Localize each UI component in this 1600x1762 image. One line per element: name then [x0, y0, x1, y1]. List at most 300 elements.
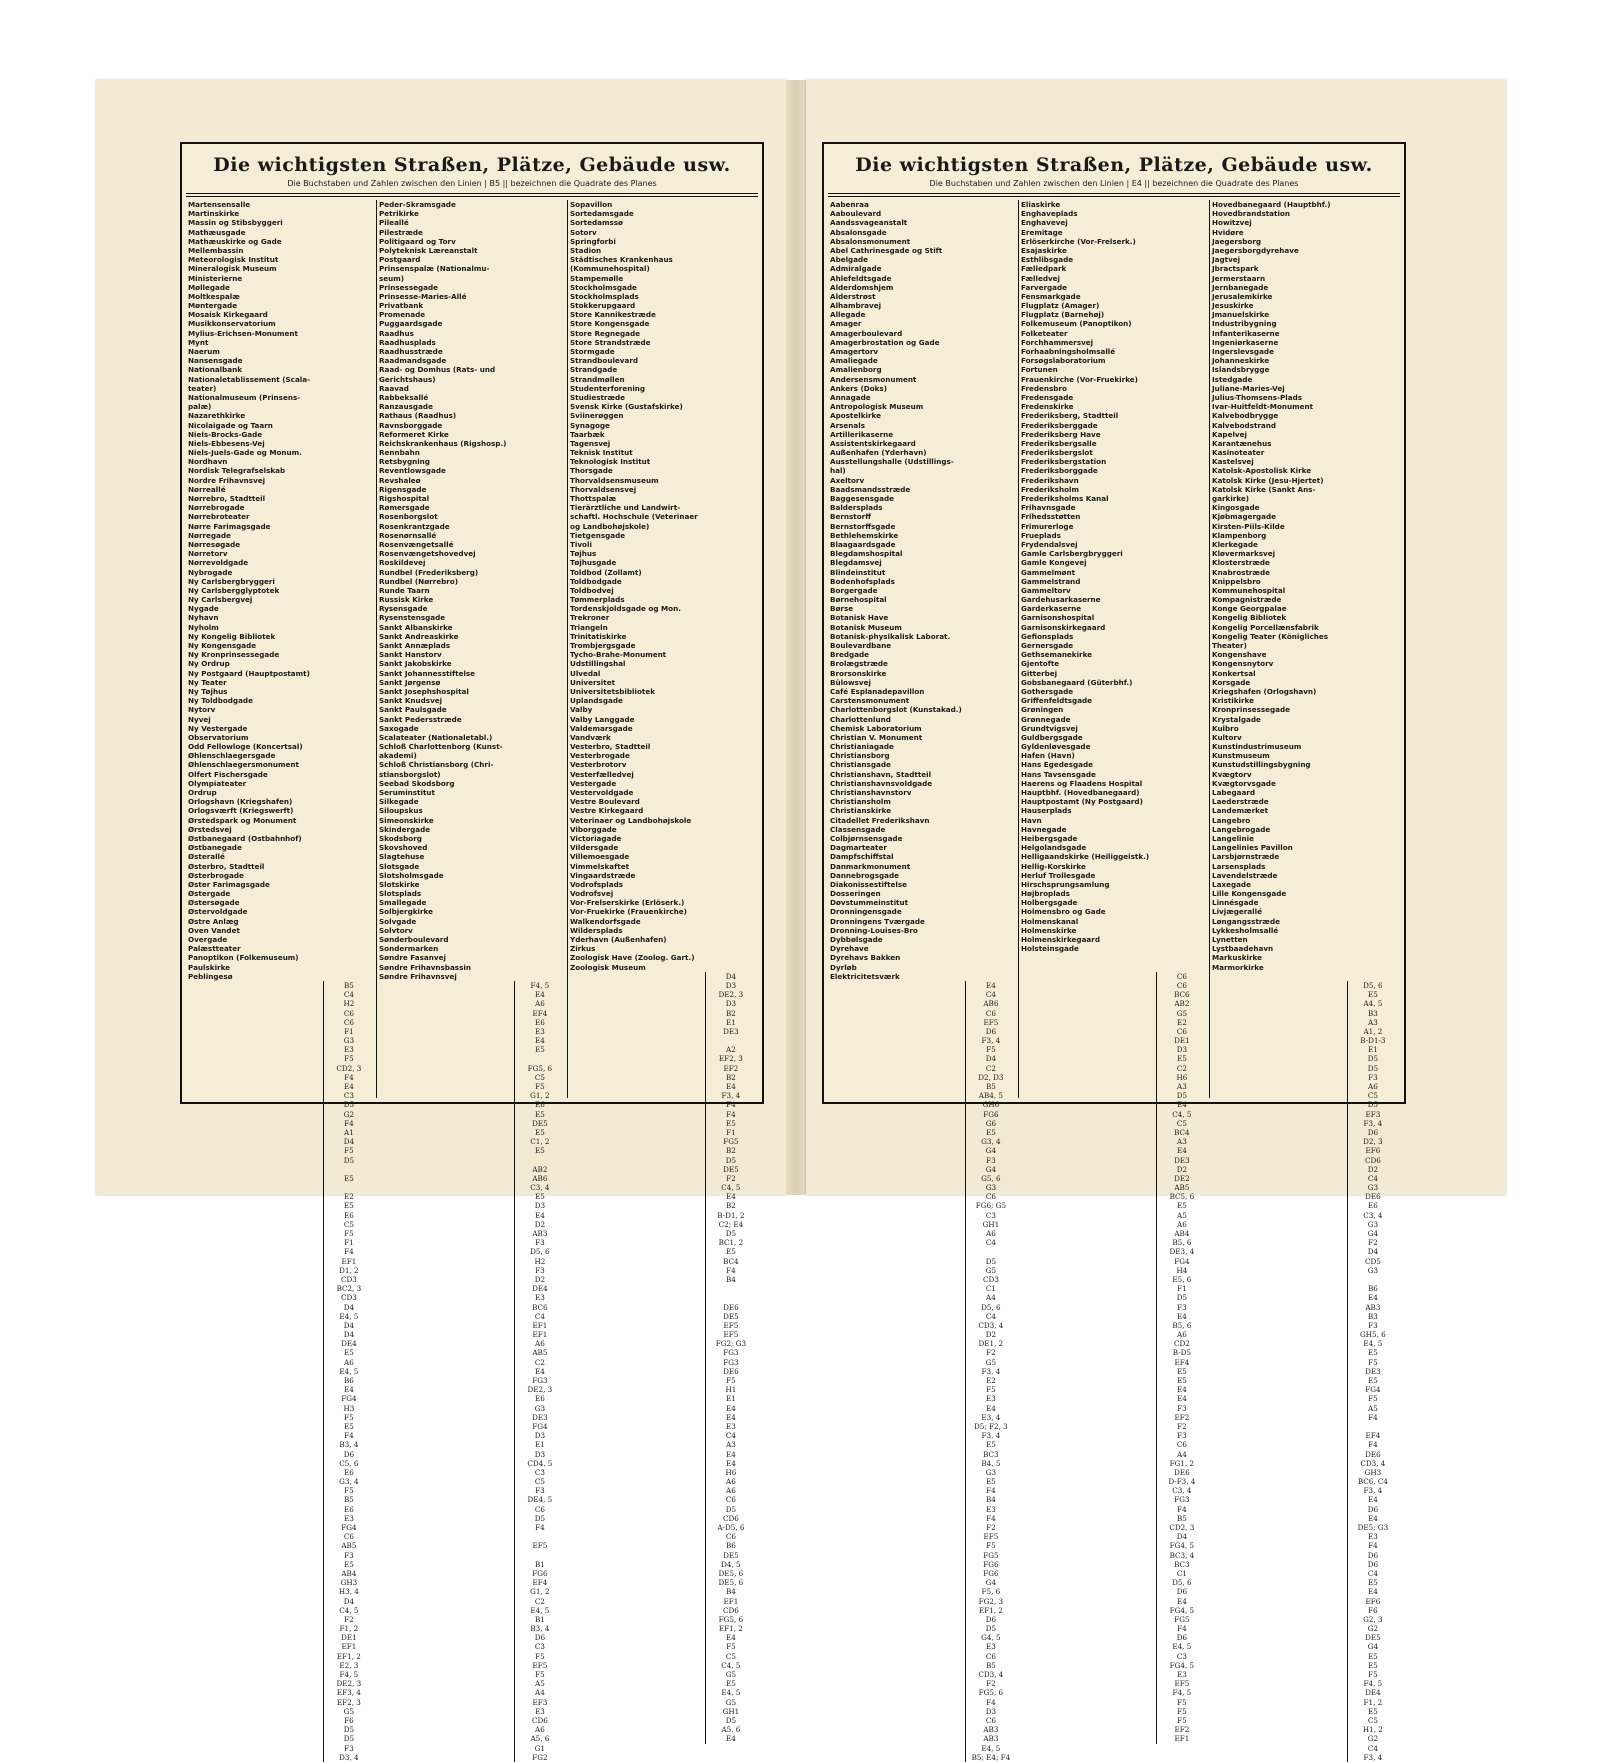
right-title-rule	[828, 193, 1400, 197]
index-entry-name: Holmenskirkegaard	[1021, 935, 1100, 944]
index-entry-square: BC6, C4	[1357, 1477, 1388, 1487]
index-entry-name: Larsensplads	[1212, 861, 1266, 871]
index-entry-name: Solvgade	[379, 916, 417, 926]
index-entry-square: F3, 4	[981, 1366, 1001, 1376]
index-entry-name: Vor-Fruekirke (Frauenkirche)	[570, 907, 687, 917]
index-entry-square: FG4, 5	[1169, 1541, 1195, 1551]
index-entry-name: Kompagnistræde	[1212, 595, 1282, 605]
index-entry-square: B5	[343, 1495, 354, 1505]
index-entry-name: Abel Cathrinesgade og Stift	[830, 245, 943, 255]
index-entry-square: EF1, 2	[718, 1624, 743, 1634]
index-entry-name: Amager	[830, 319, 862, 329]
index-entry-square: AB6	[983, 999, 999, 1009]
index-entry-square: E6	[343, 1467, 354, 1477]
index-entry-name: Strandgade	[570, 365, 618, 375]
index-entry-name: Reformeret Kirke	[379, 429, 449, 439]
index-entry-name: Aabenraa	[830, 200, 869, 209]
index-entry-square: H4	[1176, 1265, 1188, 1275]
index-entry-square: F3, 4	[981, 1036, 1001, 1046]
index-entry-square: E4	[1367, 1587, 1378, 1597]
index-entry-square: D5	[343, 1734, 355, 1744]
index-entry-square: E5	[1176, 1376, 1187, 1385]
index-entry-name: Søndre Fasanvej	[379, 953, 446, 963]
index-entry-square: H1	[725, 1385, 737, 1395]
index-entry-square: F3, 4	[981, 1431, 1001, 1441]
index-entry-square: A6	[535, 999, 545, 1009]
index-entry-square	[324, 1165, 374, 1174]
index-entry-square: H3, 4	[338, 1587, 359, 1597]
index-entry-name	[1212, 972, 1348, 981]
index-entry-square: EF1, 2	[978, 1605, 1003, 1615]
index-entry-square	[966, 1247, 1016, 1256]
index-entry-square: AB3	[983, 1734, 999, 1744]
index-entry-name: Sotorv	[570, 227, 597, 237]
index-entry-square: E4	[1176, 1596, 1187, 1606]
index-entry-square: D4	[343, 1596, 355, 1606]
index-entry-square: EF2	[723, 1063, 739, 1073]
index-entry-name: Sankt Hanstorv	[379, 650, 442, 660]
index-entry-name: Raadhusplads	[379, 337, 436, 347]
index-entry-square: D2	[534, 1274, 546, 1284]
index-entry-name: Lynetten	[1212, 935, 1248, 944]
index-entry-name: Kvægtorv	[1212, 769, 1252, 779]
index-entry-name: Store Strandstræde	[570, 337, 651, 347]
index-entry-name: Oven Vandet	[188, 925, 240, 935]
index-entry-name: Ny Postgaard (Hauptpostamt)	[188, 668, 310, 678]
index-entry-square: H2	[534, 1256, 546, 1266]
index-entry-square: C6	[343, 1008, 354, 1018]
index-entry-name: Gobsbanegaard (Güterbhf.)	[1021, 677, 1133, 687]
index-entry-square: FG4, 5	[1169, 1660, 1195, 1670]
index-entry-name: Helligaandskirke (Heiliggeistk.)	[1021, 852, 1150, 862]
index-entry-square: C2	[985, 1063, 996, 1073]
index-entry-name: Mylius-Erichsen-Monument	[188, 328, 298, 338]
index-entry-square: G3	[1367, 1265, 1379, 1275]
index-entry-square: E4	[985, 1403, 996, 1413]
index-entry-square: E4	[725, 1403, 736, 1413]
index-entry-square: D6	[1367, 1550, 1379, 1560]
index-entry-square: FG4	[341, 1523, 357, 1532]
index-entry-name: Nationalmuseum (Prinsens-	[188, 392, 301, 402]
index-entry-square: F2	[1177, 1421, 1187, 1431]
index-entry-square: G3	[985, 1183, 997, 1193]
index-entry-name: Sankt Knudsvej	[379, 696, 443, 706]
index-entry-square: FG5	[1174, 1614, 1190, 1624]
index-entry-square: A3	[1177, 1137, 1187, 1147]
index-entry-name: Frederiksbergsalle	[1021, 438, 1097, 448]
index-entry-square: EF3	[1365, 1109, 1381, 1119]
index-entry-square: F5	[1177, 1715, 1187, 1725]
index-entry-name: Rundbel (Frederiksberg)	[379, 567, 479, 577]
index-entry-square: C5	[725, 1651, 736, 1661]
index-entry-square: A5, 6	[530, 1734, 550, 1744]
index-entry-name: Retsbygning	[379, 457, 430, 467]
index-entry-name: Kommunehospital	[1212, 585, 1286, 595]
index-entry-name: Dannebrogsgade	[830, 870, 899, 880]
index-entry-square: E3	[985, 1394, 996, 1404]
index-entry-square: F2	[986, 1679, 996, 1689]
index-entry-name: Tømmerplads	[570, 595, 625, 605]
index-entry-square	[706, 1036, 756, 1045]
index-entry-name: Kunstmuseum	[1212, 751, 1270, 761]
index-entry-name: Theater)	[1212, 641, 1247, 650]
index-entry-name: Knabrostræde	[1212, 567, 1270, 577]
index-entry-square: G4	[985, 1164, 997, 1174]
index-entry-name: Klerkegade	[1212, 539, 1258, 549]
index-entry-name: Børse	[830, 604, 854, 614]
index-entry-name: Odd Fellowloge (Koncertsal)	[188, 742, 303, 752]
index-entry-name: Søndre Frihavnsvej	[379, 971, 457, 981]
index-entry-name: Nørre Farimagsgade	[188, 521, 271, 531]
index-entry-square: FG2, 3	[978, 1596, 1004, 1606]
index-entry-name: Café Esplanadepavillon	[830, 686, 925, 696]
index-entry-name: Kongenshave	[1212, 650, 1267, 660]
index-entry-square: E5	[1176, 1366, 1187, 1376]
entry-squares	[323, 981, 374, 1762]
index-entry-name: Nicolaigade og Taarn	[188, 420, 273, 430]
index-entry-name: Martensensalle	[188, 200, 251, 209]
index-entry-square: C3	[534, 1467, 545, 1477]
index-entry-square: D3	[534, 1431, 546, 1441]
index-entry-square: CD6	[722, 1605, 739, 1615]
index-entry-square: E4	[1176, 1100, 1187, 1110]
index-entry-square: G2, 3	[1363, 1614, 1383, 1624]
index-entry-square: F3	[1368, 1320, 1378, 1330]
index-entry-name: Nørregade	[188, 530, 231, 540]
index-entry-name: Sønderboulevard	[379, 935, 449, 944]
index-entry-name: Nazarethkirke	[188, 411, 246, 421]
index-entry-name: Ministerierne	[188, 273, 243, 283]
index-entry-name: Nordhavn	[188, 457, 228, 467]
index-entry-square: BC6	[1174, 990, 1190, 1000]
index-entry-square: FG6	[983, 1568, 999, 1578]
index-entry-name: Russisk Kirke	[379, 595, 434, 605]
index-entry-name: Raadhus	[379, 328, 414, 338]
index-entry-name: Katolsk Kirke (Sankt Ans-	[1212, 484, 1316, 494]
index-entry-name: Mosaisk Kirkegaard	[188, 310, 268, 320]
index-entry-name: Haerens og Flaadens Hospital	[1021, 778, 1143, 788]
index-entry-square: F5	[344, 1146, 354, 1156]
index-entry-square: F5	[1177, 1706, 1187, 1716]
index-entry-square: B4	[985, 1495, 996, 1505]
index-entry-name: Valby	[570, 705, 593, 715]
index-entry-name: Rigshospital	[379, 494, 430, 503]
index-entry-square: G1, 2	[530, 1091, 550, 1101]
index-entry-square: FG5, 6	[718, 1614, 744, 1624]
index-entry-name: Dyrløb	[830, 962, 857, 972]
index-entry-square: CD2, 3	[1169, 1523, 1195, 1532]
index-entry-name: Studiestræde	[570, 392, 626, 402]
index-entry-square: FG6	[983, 1109, 999, 1119]
index-entry-square: F5	[986, 1045, 996, 1055]
index-column	[1019, 200, 1210, 1744]
index-entry-square: D5, 6	[1172, 1578, 1192, 1588]
index-entry-square	[706, 1284, 756, 1293]
index-entry-square: F3, 4	[1363, 1752, 1383, 1762]
index-entry-name: Sankt Andreaskirke	[379, 631, 459, 641]
entry-squares	[1347, 981, 1398, 1762]
index-entry-square: C4	[985, 1238, 996, 1248]
index-entry-square	[515, 1532, 565, 1541]
index-entry-name: Ausstellungshalle (Udstillings-	[830, 457, 954, 467]
index-entry-square: C4	[1367, 1568, 1378, 1578]
index-entry-name: Reventlowsgade	[379, 466, 446, 476]
index-entry-name: Marmorkirke	[1212, 962, 1264, 972]
index-entry-square: G4	[985, 1578, 997, 1588]
index-entry-square: E4	[1176, 1311, 1187, 1321]
index-entry-name: Rysenstensgade	[379, 613, 446, 623]
index-entry-square: EF4	[532, 1008, 548, 1018]
index-entry-name: Fælledvej	[1021, 273, 1060, 283]
index-entry-square: A4	[986, 1293, 996, 1303]
index-entry-square: E4	[343, 1082, 354, 1091]
index-entry-name: Thorvaldsensmuseum	[570, 475, 659, 485]
index-entry-name: Arsenals	[830, 420, 865, 430]
index-entry-square: A4	[535, 1688, 545, 1698]
index-entry-square: FG4, 5	[1169, 1605, 1195, 1615]
index-entry-square: D5	[725, 1155, 737, 1165]
index-entry-square: FG3	[723, 1348, 739, 1358]
index-entry-square: F4	[1368, 1440, 1378, 1450]
index-entry-square: B3	[1367, 1311, 1378, 1321]
index-entry-square: G5	[725, 1670, 737, 1679]
index-entry-square: EF1	[532, 1330, 548, 1340]
index-entry-square: GH3	[340, 1578, 358, 1588]
index-entry-name: Saxogade	[379, 723, 419, 733]
index-entry-square: C6	[534, 1504, 545, 1514]
index-entry-name: Boulevardbane	[830, 641, 892, 650]
index-entry-name: Nordre Frihavnsvej	[188, 475, 266, 485]
index-entry-name: Laederstræde	[1212, 797, 1269, 807]
index-entry-square: EF2	[1174, 1725, 1190, 1735]
index-entry-name: Antropologisk Museum	[830, 402, 924, 412]
index-entry-square: FG4	[1174, 1256, 1190, 1266]
index-entry-name: Teknologisk Institut	[570, 457, 651, 467]
index-entry-name: Sankt Paulsgade	[379, 705, 447, 715]
index-entry-name: Slotsgade	[379, 861, 420, 871]
index-entry-name: Kastelsvej	[1212, 457, 1254, 467]
index-entry-name: Vesterbrotorv	[570, 760, 627, 770]
index-entry-square: F3	[1368, 1072, 1378, 1082]
index-column	[828, 200, 1019, 1762]
index-entry-name: Yderhavn (Außenhafen)	[570, 935, 667, 944]
index-entry-name: Prinsessegade	[379, 282, 438, 292]
index-entry-name: Fredensbro	[1021, 383, 1067, 393]
index-entry-square: C4, 5	[721, 1183, 741, 1193]
index-entry-square: E3	[985, 1642, 996, 1652]
index-entry-name: Baadsmandsstræde	[830, 484, 911, 494]
index-entry-name: Ørstedspark og Monument	[188, 815, 297, 825]
index-entry-name: Karantænehus	[1212, 438, 1272, 448]
index-entry-name: Øhlenschlaegersgade	[188, 751, 276, 761]
index-entry-square: D6	[1176, 1587, 1188, 1597]
index-entry-square: D5	[1176, 1091, 1188, 1101]
index-entry-name: Kløvermarksvej	[1212, 549, 1276, 559]
index-entry-square: E4, 5	[1172, 1642, 1192, 1652]
index-entry-name: Christianshavn, Stadtteil	[830, 769, 932, 779]
index-entry-name: Vestre Boulevard	[570, 797, 640, 807]
index-entry-name: Kirsten-Piils-Kilde	[1212, 521, 1285, 531]
index-entry-square: E2	[343, 1192, 354, 1202]
index-entry-name: Grundtvigsvej	[1021, 723, 1078, 733]
index-entry-name: Städtisches Krankenhaus	[570, 255, 673, 265]
index-entry-square: GH1	[982, 1219, 1000, 1229]
index-entry-name: Vildersgade	[570, 843, 619, 853]
index-entry-name: Nyhavn	[188, 613, 219, 623]
index-entry-name: Flugplatz (Barnehøj)	[1021, 310, 1105, 320]
index-column	[377, 200, 568, 1762]
index-entry-name: Ny Vestergade	[188, 723, 248, 733]
index-entry-name: Østerbro, Stadtteil	[188, 861, 265, 871]
index-entry-square: DE4, 5	[527, 1495, 553, 1505]
index-entry-name: Slotsholmsgade	[379, 870, 444, 880]
index-entry-name: Korsgade	[1212, 677, 1251, 687]
index-entry-square: F4	[986, 1486, 996, 1496]
index-entry-name: Mineralogisk Museum	[188, 264, 277, 274]
index-entry-square: G3	[1367, 1183, 1379, 1193]
index-entry-square: DE1	[341, 1633, 357, 1643]
index-entry-name: Rigensgade	[379, 484, 427, 494]
index-entry-name: Udstillingshal	[570, 659, 626, 669]
index-entry-square: AB5	[1174, 1183, 1190, 1193]
index-entry-square: E6	[343, 1210, 354, 1220]
index-entry-name: Bodenhofsplads	[830, 576, 895, 586]
index-entry-square: E2, 3	[339, 1660, 359, 1670]
index-entry-name: Frauenkirche (Vor-Fruekirke)	[1021, 374, 1138, 384]
index-entry-name: Elektricitetsværk	[830, 971, 900, 981]
index-entry-name: Aandssvageanstalt	[830, 218, 908, 228]
index-entry-square: C5	[1176, 1118, 1187, 1128]
index-entry-square: CD6	[1364, 1155, 1381, 1165]
index-entry-square: C2; E4	[718, 1219, 744, 1229]
index-entry-square: G5	[725, 1697, 737, 1707]
index-entry-name: Orlogsværft (Kriegswerft)	[188, 806, 294, 816]
index-entry-square: BC2, 3	[336, 1284, 362, 1294]
left-page	[96, 80, 786, 1762]
index-entry-name: Frederiksbergstation	[1021, 457, 1107, 467]
index-entry-name: Klampenborg	[1212, 530, 1267, 540]
index-entry-name: Holmenskirke	[1021, 925, 1077, 935]
index-entry-square: F3	[1177, 1403, 1187, 1413]
index-entry-square: DE5	[1365, 1633, 1381, 1643]
index-entry-square: CD3, 4	[978, 1320, 1004, 1330]
index-entry-square: F5	[344, 1229, 354, 1238]
index-entry-name: Paulskirke	[188, 962, 231, 972]
index-entry-square: C3, 4	[1172, 1486, 1192, 1496]
index-entry-square: E4, 5	[530, 1605, 550, 1615]
index-entry-name: Slagtehuse	[379, 852, 425, 862]
index-entry-name: Vesterbro, Stadtteil	[570, 742, 651, 752]
index-entry-square: E4	[725, 1082, 736, 1091]
index-entry-square: C3	[534, 1642, 545, 1652]
index-entry-square	[324, 1183, 374, 1192]
index-entry-square: D5	[985, 1624, 997, 1634]
index-entry-square: C3	[985, 1210, 996, 1220]
index-entry-name: Katolsk Kirke (Jesu-Hjertet)	[1212, 475, 1324, 485]
index-entry-name: Skodsborg	[379, 833, 422, 843]
index-entry-name: Skindergade	[379, 824, 431, 834]
index-entry-name: Solvtorv	[379, 925, 413, 935]
index-entry-name: Howitzvej	[1212, 218, 1252, 228]
index-entry-name: Christiansholm	[830, 797, 891, 807]
index-entry-name: stiansborgslot)	[379, 769, 441, 779]
index-entry-name: Uplandsgade	[570, 696, 623, 706]
index-entry-square: DE5, 6	[718, 1568, 744, 1578]
index-entry-square: E4	[725, 1734, 736, 1744]
index-entry-name: Laxegade	[1212, 879, 1251, 889]
index-entry-square: DE4	[1365, 1688, 1381, 1698]
index-entry-name: Søndre Frihavnsbassin	[379, 962, 471, 972]
index-entry-name: Sankt Albanskirke	[379, 622, 453, 632]
index-entry-square: D3	[534, 1449, 546, 1459]
index-entry-square: C3, 4	[1363, 1210, 1383, 1220]
index-entry-square: EF4	[1174, 1357, 1190, 1367]
index-entry-square: E5	[343, 1559, 354, 1569]
index-entry-name: Sankt Josephshospital	[379, 686, 469, 696]
index-entry-square: D2, 3	[1363, 1137, 1383, 1147]
index-entry-name: Studenterforening	[570, 383, 646, 393]
index-entry-name: Nørresøgade	[188, 539, 241, 549]
index-entry-square: FG6	[532, 1568, 548, 1578]
index-entry-square: C6	[725, 1495, 736, 1505]
index-entry-square: D2	[1367, 1164, 1379, 1174]
index-entry-name: Griffenfeldtsgade	[1021, 696, 1093, 706]
index-entry-square: DE1, 2	[978, 1339, 1004, 1349]
index-entry-square: G5	[343, 1706, 355, 1716]
index-entry-name: Vingaardstræde	[570, 870, 636, 880]
index-entry-name: Gyldenløvesgade	[1021, 742, 1091, 752]
index-entry-name: Runde Taarn	[379, 585, 430, 595]
index-entry-square: DE6	[723, 1302, 739, 1312]
index-entry-name: Smallegade	[379, 898, 427, 908]
index-entry-name: Fredensgade	[1021, 392, 1074, 402]
index-entry-square: DE6	[723, 1366, 739, 1376]
index-entry-name: Rosenvængetshovedvej	[379, 549, 476, 559]
index-entry-square: C6	[343, 1017, 354, 1027]
index-entry-square: D2	[1176, 1164, 1188, 1174]
index-entry-name: Østerallé	[188, 852, 225, 862]
index-entry-name: Markuskirke	[1212, 953, 1262, 963]
index-entry-square: F3	[535, 1486, 545, 1496]
index-entry-square: EF2, 3	[718, 1054, 743, 1064]
index-entry-name: Jesuskirke	[1212, 301, 1254, 311]
index-entry-name: Ranzausgade	[379, 402, 433, 412]
index-entry-name: Peder-Skramsgade	[379, 200, 456, 209]
index-entry-square: C2	[1176, 1063, 1187, 1073]
index-entry-square: GH1	[722, 1706, 740, 1716]
entry-squares	[965, 981, 1016, 1762]
index-entry-name: Eliaskirke	[1021, 200, 1061, 209]
index-entry-name: Silkegade	[379, 797, 419, 807]
index-entry-square: C6	[343, 1532, 354, 1542]
index-entry-square: G4	[985, 1146, 997, 1156]
index-entry-square: E1	[1367, 1045, 1378, 1055]
index-entry-name: Dronningensgade	[830, 907, 902, 917]
index-entry-name: Rabbeksallé	[379, 392, 429, 402]
index-entry-name: Sondermarken	[379, 944, 439, 954]
index-entry-name: Amagertorv	[830, 347, 879, 356]
index-entry-square: CD5	[1364, 1256, 1381, 1266]
index-entry-name: Jaegersborg	[1212, 236, 1262, 246]
index-entry-name: Fredenskirke	[1021, 402, 1074, 412]
left-page-title: Die wichtigsten Straßen, Plätze, Gebäude usw.	[213, 154, 731, 176]
index-entry-square: E1	[725, 1394, 736, 1404]
index-entry-name: Bredgade	[830, 650, 870, 660]
index-entry-square: G1	[534, 1743, 546, 1753]
index-entry-square: D5	[343, 1155, 355, 1165]
index-entry-name: Krystalgade	[1212, 714, 1261, 724]
index-entry-name: Raad- og Domhus (Rats- und	[379, 365, 496, 375]
